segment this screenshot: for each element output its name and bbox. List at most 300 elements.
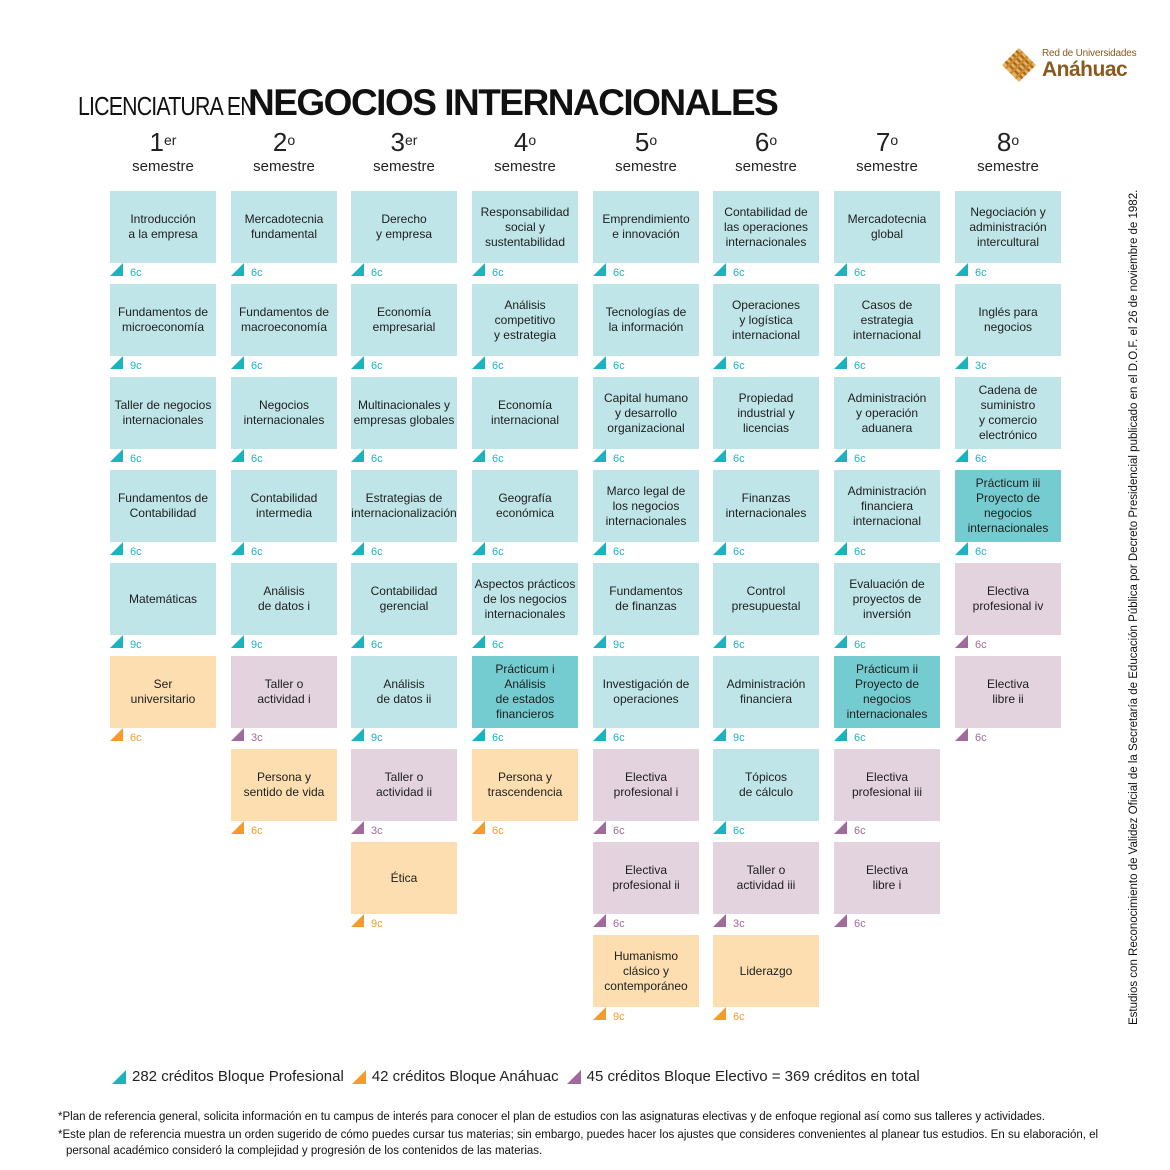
legend-profesional [112, 1068, 344, 1085]
credit-block-marker-icon [955, 542, 968, 555]
semester-label: semestre [494, 158, 556, 175]
course-name: Tópicos de cálculo [738, 770, 794, 799]
course-name: Control presupuestal [731, 584, 801, 613]
course-card [713, 284, 819, 356]
course-name: Mercadotecnia global [847, 212, 927, 241]
course-card [110, 656, 216, 728]
legend-electivo-label: 45 créditos Bloque Electivo = 369 créditos en total [586, 1068, 920, 1085]
credit-value: 6c [251, 360, 263, 372]
logo-network-label: Red de Universidades [1042, 48, 1137, 59]
credit-value: 6c [130, 546, 142, 558]
course-name: Evaluación de proyectos de inversión [849, 576, 925, 621]
course-name: Contabilidad gerencial [370, 584, 438, 613]
course-name: Negociación y administración intercultural [969, 204, 1047, 249]
course-card [351, 284, 457, 356]
course-card [834, 656, 940, 728]
credit-value: 6c [733, 360, 745, 372]
semester-column [713, 128, 819, 190]
course-card [834, 842, 940, 914]
credit-block-marker-icon [713, 542, 726, 555]
credit-value: 6c [492, 360, 504, 372]
course-card [593, 470, 699, 542]
semester-ordinal-suffix: o [1011, 132, 1020, 148]
title-main: NEGOCIOS INTERNACIONALES [248, 82, 778, 123]
credit-block-marker-icon [231, 728, 244, 741]
course-card [834, 191, 940, 263]
course-card [110, 563, 216, 635]
credit-value: 6c [492, 639, 504, 651]
credit-block-marker-icon [351, 821, 364, 834]
semester-label: semestre [615, 158, 677, 175]
course-name: Taller o actividad iii [736, 863, 796, 892]
credit-value: 3c [975, 360, 987, 372]
credit-block-marker-icon [713, 635, 726, 648]
semester-number [472, 128, 578, 156]
credit-block-marker-icon [472, 635, 485, 648]
semester-number-value: 5 [634, 127, 650, 157]
course-card [472, 749, 578, 821]
credit-value: 6c [251, 453, 263, 465]
course-name: Responsabilidad social y sustentabilidad [480, 204, 570, 249]
credit-block-marker-icon [593, 449, 606, 462]
course-card [834, 377, 940, 449]
credit-value: 6c [854, 918, 866, 930]
semester-header [713, 128, 819, 190]
semester-header [955, 128, 1061, 190]
credit-value: 6c [371, 546, 383, 558]
credit-block-marker-icon [472, 821, 485, 834]
credit-value: 6c [613, 546, 625, 558]
semester-ordinal-suffix: er [164, 132, 177, 148]
credit-block-marker-icon [472, 728, 485, 741]
semester-number [955, 128, 1061, 156]
logo-brand-name: Anáhuac [1042, 58, 1128, 81]
course-name: Cadena de suministro y comercio electrónico [978, 383, 1038, 442]
course-card [955, 563, 1061, 635]
credit-block-marker-icon [834, 821, 847, 834]
course-card [351, 563, 457, 635]
semester-number-value: 3 [390, 127, 405, 157]
course-name: Electiva profesional ii [612, 863, 680, 892]
credit-value: 9c [371, 918, 383, 930]
legend-anahuac [352, 1068, 559, 1085]
course-name: Inglés para negocios [978, 305, 1038, 334]
course-card [713, 191, 819, 263]
semester-ordinal-suffix: o [528, 132, 537, 148]
course-card [231, 191, 337, 263]
credit-value: 6c [733, 639, 745, 651]
credit-block-marker-icon [472, 542, 485, 555]
credit-block-marker-icon [472, 263, 485, 276]
semester-number [713, 128, 819, 156]
semester-number-value: 1 [149, 127, 164, 157]
credit-block-marker-icon [955, 356, 968, 369]
course-card [472, 563, 578, 635]
course-name: Electiva libre ii [986, 677, 1030, 706]
course-name: Multinacionales y empresas globales [353, 398, 455, 427]
course-name: Fundamentos de Contabilidad [117, 491, 209, 520]
course-card [713, 656, 819, 728]
credit-block-marker-icon [472, 449, 485, 462]
course-card [351, 191, 457, 263]
course-name: Introducción a la empresa [128, 212, 198, 241]
credits-legend [112, 1068, 928, 1085]
credit-value: 6c [854, 732, 866, 744]
credit-block-marker-icon [713, 356, 726, 369]
course-card [593, 935, 699, 1007]
course-name: Economía empresarial [372, 305, 436, 334]
credit-value: 6c [492, 732, 504, 744]
course-card [110, 191, 216, 263]
course-name: Emprendimiento e innovación [602, 212, 690, 241]
credit-block-marker-icon [472, 356, 485, 369]
course-card [351, 749, 457, 821]
course-name: Administración financiera [726, 677, 806, 706]
credit-block-marker-icon [351, 542, 364, 555]
credit-value: 6c [733, 453, 745, 465]
credit-block-marker-icon [110, 263, 123, 276]
course-card [351, 470, 457, 542]
course-name: Contabilidad de las operaciones internacionales [723, 204, 809, 249]
anahuac-logo [1000, 44, 1137, 90]
course-card [713, 935, 819, 1007]
course-name: Fundamentos de macroeconomía [238, 305, 330, 334]
credit-block-marker-icon [231, 821, 244, 834]
semester-label: semestre [977, 158, 1039, 175]
course-card [231, 284, 337, 356]
course-name: Electiva profesional iii [851, 770, 923, 799]
course-name: Taller o actividad i [257, 677, 311, 706]
credit-block-marker-icon [593, 821, 606, 834]
semester-number-value: 4 [513, 127, 529, 157]
course-name: Fundamentos de microeconomía [117, 305, 209, 334]
course-card [231, 749, 337, 821]
semester-column [231, 128, 337, 190]
credit-value: 9c [371, 732, 383, 744]
course-name: Tecnologías de la información [605, 305, 687, 334]
credit-block-marker-icon [351, 914, 364, 927]
course-name: Electiva libre i [865, 863, 909, 892]
sep-validity-note: Estudios con Reconocimiento de Validez Oficial de la Secretaría de Educación Pública por Decreto Presidencial publicado en el D.O.F. el 26 de noviembre de 1982. [1128, 189, 1140, 1025]
course-card [472, 656, 578, 728]
credit-block-marker-icon [110, 356, 123, 369]
credit-value: 6c [371, 360, 383, 372]
semester-header [593, 128, 699, 190]
course-name: Taller de negocios internacionales [114, 398, 212, 427]
course-card [472, 284, 578, 356]
credit-value: 9c [613, 639, 625, 651]
course-name: Administración financiera internacional [847, 483, 927, 528]
semester-number-value: 8 [996, 127, 1012, 157]
course-card [472, 470, 578, 542]
credit-value: 6c [854, 453, 866, 465]
semester-header [472, 128, 578, 190]
credit-block-marker-icon [955, 263, 968, 276]
course-card [955, 284, 1061, 356]
credit-block-marker-icon [110, 542, 123, 555]
course-card [351, 656, 457, 728]
footnote-2-line-1: *Este plan de referencia muestra un orden sugerido de cómo puedes cursar tus materias; sin embargo, puedes hacer los ajustes que consideres convenientes al planear tus estudios. En su elaboración, el [58, 1129, 1099, 1141]
credit-value: 6c [613, 360, 625, 372]
course-card [351, 842, 457, 914]
credit-block-marker-icon [351, 449, 364, 462]
credit-value: 6c [130, 453, 142, 465]
credit-block-marker-icon [834, 449, 847, 462]
course-card [472, 191, 578, 263]
credit-block-marker-icon [713, 449, 726, 462]
semester-ordinal-suffix: o [769, 132, 778, 148]
course-name: Estrategias de internacionalización [351, 491, 457, 520]
course-name: Propiedad industrial y licencias [737, 390, 795, 435]
credit-block-marker-icon [231, 263, 244, 276]
course-card [834, 563, 940, 635]
credit-value: 3c [733, 918, 745, 930]
course-name: Liderazgo [739, 963, 793, 978]
course-name: Contabilidad intermedia [250, 491, 318, 520]
credit-block-marker-icon [834, 728, 847, 741]
credit-block-marker-icon [351, 635, 364, 648]
semester-label: semestre [735, 158, 797, 175]
course-name: Casos de estrategia internacional [852, 297, 922, 342]
course-card [713, 563, 819, 635]
course-card [713, 749, 819, 821]
credit-block-marker-icon [834, 914, 847, 927]
course-card [593, 563, 699, 635]
semester-number [834, 128, 940, 156]
course-card [472, 377, 578, 449]
credit-value: 6c [854, 360, 866, 372]
credit-block-marker-icon [593, 914, 606, 927]
course-name: Persona y trascendencia [487, 770, 563, 799]
legend-profesional-marker-icon [112, 1070, 126, 1084]
semester-number [351, 128, 457, 156]
semester-column [351, 128, 457, 190]
credit-value: 6c [733, 1011, 745, 1023]
course-name: Operaciones y logística internacional [731, 297, 801, 342]
credit-block-marker-icon [834, 542, 847, 555]
semester-ordinal-suffix: o [287, 132, 296, 148]
credit-value: 6c [492, 825, 504, 837]
semester-label: semestre [856, 158, 918, 175]
credit-value: 6c [251, 546, 263, 558]
course-name: Marco legal de los negocios internacionales [605, 483, 687, 528]
course-card [955, 377, 1061, 449]
credit-value: 6c [613, 918, 625, 930]
credit-value: 6c [975, 453, 987, 465]
credit-block-marker-icon [110, 728, 123, 741]
semester-label: semestre [253, 158, 315, 175]
credit-block-marker-icon [713, 914, 726, 927]
semester-number [593, 128, 699, 156]
credit-value: 6c [371, 267, 383, 279]
credit-block-marker-icon [110, 449, 123, 462]
course-name: Ser universitario [130, 677, 196, 706]
credit-block-marker-icon [351, 263, 364, 276]
credit-value: 6c [733, 825, 745, 837]
course-name: Prácticum iii Proyecto de negocios internacionales [967, 476, 1049, 535]
credit-block-marker-icon [834, 263, 847, 276]
course-name: Análisis competitivo y estrategia [493, 297, 557, 342]
course-card [955, 191, 1061, 263]
semester-number [231, 128, 337, 156]
semester-label: semestre [373, 158, 435, 175]
semester-column [955, 128, 1061, 190]
course-name: Electiva profesional i [613, 770, 679, 799]
course-card [593, 749, 699, 821]
course-name: Geografía económica [495, 491, 555, 520]
credit-block-marker-icon [351, 356, 364, 369]
credit-value: 9c [613, 1011, 625, 1023]
course-name: Humanismo clásico y contemporáneo [604, 948, 688, 993]
credit-value: 3c [251, 732, 263, 744]
course-name: Aspectos prácticos de los negocios internacionales [474, 576, 576, 621]
credit-block-marker-icon [351, 728, 364, 741]
credit-block-marker-icon [231, 635, 244, 648]
course-name: Prácticum ii Proyecto de negocios internacionales [846, 662, 928, 721]
credit-value: 6c [975, 546, 987, 558]
credit-value: 6c [613, 825, 625, 837]
legend-anahuac-label: 42 créditos Bloque Anáhuac [371, 1068, 559, 1085]
semester-column [472, 128, 578, 190]
credit-block-marker-icon [713, 821, 726, 834]
legend-profesional-label: 282 créditos Bloque Profesional [132, 1068, 344, 1085]
course-name: Economía internacional [490, 398, 560, 427]
course-name: Capital humano y desarrollo organizacional [603, 390, 689, 435]
title-prefix: LICENCIATURA EN [78, 91, 255, 121]
semester-label: semestre [132, 158, 194, 175]
course-card [231, 377, 337, 449]
semester-number-value: 2 [272, 127, 288, 157]
credit-value: 6c [371, 453, 383, 465]
course-name: Investigación de operaciones [602, 677, 690, 706]
course-card [955, 470, 1061, 542]
course-name: Matemáticas [128, 591, 198, 606]
legend-electivo [567, 1068, 920, 1085]
course-name: Ética [390, 870, 418, 885]
credit-value: 6c [854, 267, 866, 279]
semester-header [231, 128, 337, 190]
credit-value: 6c [613, 453, 625, 465]
footnote-2 [58, 1127, 1138, 1159]
credit-block-marker-icon [593, 635, 606, 648]
credit-value: 6c [854, 546, 866, 558]
credit-block-marker-icon [713, 728, 726, 741]
credit-value: 9c [251, 639, 263, 651]
credit-value: 6c [975, 267, 987, 279]
semester-column [834, 128, 940, 190]
course-name: Prácticum i Análisis de estados financieros [495, 662, 555, 721]
course-card [110, 284, 216, 356]
semester-ordinal-suffix: er [405, 132, 418, 148]
course-card [231, 470, 337, 542]
credit-block-marker-icon [593, 1007, 606, 1020]
anahuac-logo-mark-icon [1000, 46, 1038, 84]
credit-block-marker-icon [834, 356, 847, 369]
course-name: Mercadotecnia fundamental [244, 212, 324, 241]
legend-anahuac-marker-icon [352, 1070, 366, 1084]
course-card [713, 470, 819, 542]
credit-block-marker-icon [955, 635, 968, 648]
semester-number-value: 6 [754, 127, 770, 157]
course-card [593, 656, 699, 728]
semester-number-value: 7 [875, 127, 891, 157]
semester-ordinal-suffix: o [890, 132, 899, 148]
course-card [231, 656, 337, 728]
course-card [834, 749, 940, 821]
credit-value: 6c [492, 267, 504, 279]
credit-value: 9c [130, 639, 142, 651]
credit-value: 6c [613, 732, 625, 744]
credit-value: 6c [733, 546, 745, 558]
course-name: Derecho y empresa [375, 212, 433, 241]
credit-value: 6c [854, 639, 866, 651]
course-card [593, 842, 699, 914]
course-card [593, 377, 699, 449]
credit-value: 6c [130, 732, 142, 744]
footnote-1: *Plan de referencia general, solicita información en tu campus de interés para conocer el plan de estudios con las asignaturas electivas y de enfoque regional así como sus talleres y actividades. [58, 1111, 1046, 1123]
credit-value: 6c [251, 267, 263, 279]
footnote-2-line-2: personal académico consideró la complejidad y progresión de los contenidos de las materias. [66, 1145, 543, 1157]
credit-block-marker-icon [713, 263, 726, 276]
credit-value: 6c [492, 453, 504, 465]
credit-value: 9c [130, 360, 142, 372]
course-name: Taller o actividad ii [375, 770, 433, 799]
credit-value: 6c [733, 267, 745, 279]
course-card [351, 377, 457, 449]
course-card [593, 191, 699, 263]
semester-header [351, 128, 457, 190]
course-card [713, 377, 819, 449]
credit-block-marker-icon [955, 728, 968, 741]
course-name: Negocios internacionales [243, 398, 325, 427]
course-name: Administración y operación aduanera [847, 390, 927, 435]
credit-block-marker-icon [593, 356, 606, 369]
credit-value: 3c [371, 825, 383, 837]
credit-block-marker-icon [231, 356, 244, 369]
semester-header [834, 128, 940, 190]
credit-block-marker-icon [231, 542, 244, 555]
credit-block-marker-icon [713, 1007, 726, 1020]
credit-value: 9c [733, 732, 745, 744]
course-card [231, 563, 337, 635]
course-card [110, 377, 216, 449]
credit-value: 6c [975, 732, 987, 744]
course-name: Electiva profesional iv [972, 584, 1044, 613]
course-name: Análisis de datos ii [376, 677, 432, 706]
course-name: Análisis de datos i [257, 584, 311, 613]
course-card [593, 284, 699, 356]
credit-block-marker-icon [231, 449, 244, 462]
credit-block-marker-icon [834, 635, 847, 648]
credit-block-marker-icon [593, 542, 606, 555]
credit-value: 6c [251, 825, 263, 837]
semester-header [110, 128, 216, 190]
credit-block-marker-icon [593, 728, 606, 741]
credit-block-marker-icon [110, 635, 123, 648]
course-card [713, 842, 819, 914]
semester-column [593, 128, 699, 190]
semester-column [110, 128, 216, 190]
course-card [955, 656, 1061, 728]
credit-block-marker-icon [593, 263, 606, 276]
semester-number [110, 128, 216, 156]
semester-ordinal-suffix: o [649, 132, 658, 148]
legend-electivo-marker-icon [567, 1070, 581, 1084]
credit-value: 6c [854, 825, 866, 837]
credit-value: 6c [492, 546, 504, 558]
course-name: Finanzas internacionales [725, 491, 807, 520]
credit-value: 6c [130, 267, 142, 279]
